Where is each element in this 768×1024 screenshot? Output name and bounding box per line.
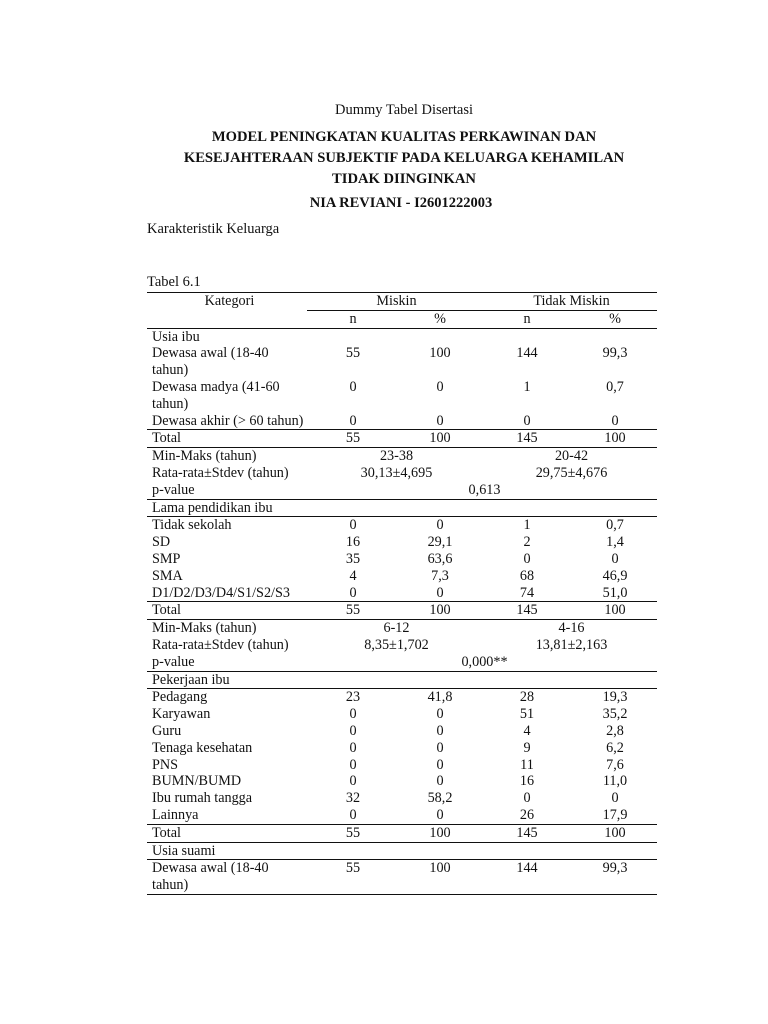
- table-row: [147, 773, 657, 790]
- row-label: BUMN/BUMD: [152, 773, 242, 790]
- row-label: p-value: [152, 481, 195, 498]
- table-row: [147, 585, 657, 602]
- cell-value: 1: [481, 517, 568, 534]
- cell-value: 100: [394, 860, 481, 895]
- row-label: Guru: [152, 722, 182, 739]
- table-row: [147, 807, 657, 824]
- row-label: Rata-rata±Stdev (tahun): [152, 636, 289, 653]
- header-n-miskin: n: [307, 310, 394, 328]
- cell-value: 0: [436, 378, 444, 395]
- row-label: Pedagang: [147, 689, 307, 706]
- cell-value: 0: [611, 412, 619, 429]
- row-label: PNS: [152, 756, 179, 773]
- table-row: [147, 620, 657, 637]
- table-row: [147, 568, 657, 585]
- cell-value: 0: [436, 706, 444, 723]
- cell-value: 100: [394, 602, 481, 620]
- cell-value: 55: [345, 345, 361, 362]
- cell-value: 1: [523, 378, 531, 395]
- header-group-miskin: Miskin: [307, 293, 481, 311]
- cell-value: 144: [516, 345, 538, 362]
- table-row: [147, 706, 657, 723]
- cell-value: 35: [345, 550, 361, 567]
- cell-value: 51,0: [602, 584, 628, 601]
- title-line: KESEJAHTERAAN SUBJEKTIF PADA KELUARGA KEHAMILAN: [183, 150, 625, 166]
- table-row: [147, 345, 657, 379]
- row-label: Dewasa madya (41-60 tahun): [152, 378, 280, 412]
- cell-value: 74: [519, 584, 535, 601]
- cell-value: 32: [345, 790, 361, 807]
- table-row: [147, 602, 657, 620]
- table-row: [147, 740, 657, 757]
- cell-value: 100: [568, 602, 657, 620]
- cell-value: 0: [523, 412, 531, 429]
- row-label: Rata-rata±Stdev (tahun): [152, 464, 289, 481]
- row-label: Tenaga kesehatan: [152, 739, 253, 756]
- cell-value: 0: [349, 739, 357, 756]
- cell-value: 0,7: [606, 378, 624, 395]
- cell-value: 0: [436, 806, 444, 823]
- cell-value: 16: [519, 773, 535, 790]
- cell-value: 28: [481, 689, 568, 706]
- row-label: SMP: [152, 550, 181, 567]
- row-label: Total: [147, 824, 307, 842]
- row-label: SMA: [152, 567, 183, 584]
- cell-value: 100: [568, 430, 657, 448]
- cell-value: 46,9: [602, 567, 628, 584]
- cell-value: 0: [436, 722, 444, 739]
- cell-value: 0: [349, 806, 357, 823]
- cell-value: 0: [349, 706, 357, 723]
- table-row: [147, 723, 657, 740]
- cell-value: 4: [349, 567, 357, 584]
- cell-value: 29,1: [427, 534, 453, 551]
- cell-value: 55: [307, 860, 394, 895]
- cell-value: 0: [307, 517, 394, 534]
- cell-value: 2: [523, 534, 531, 551]
- cell-value: 0: [523, 550, 531, 567]
- table-row: [147, 689, 657, 706]
- section-label: Karakteristik Keluarga: [147, 221, 280, 237]
- table-row: [147, 860, 657, 895]
- cell-value: 0: [349, 756, 357, 773]
- cell-value: 8,35±1,702: [364, 636, 429, 653]
- table-row: [147, 654, 657, 671]
- table-row: [147, 757, 657, 774]
- table-row: [147, 430, 657, 448]
- cell-value: 145: [481, 824, 568, 842]
- table-row: [147, 637, 657, 654]
- row-label: Lainnya: [152, 806, 199, 823]
- cell-value: 0: [349, 378, 357, 395]
- cell-value: 13,81±2,163: [535, 636, 608, 653]
- table-row: [147, 465, 657, 482]
- row-label: Dewasa akhir (> 60 tahun): [152, 412, 304, 429]
- title-line: MODEL PENINGKATAN KUALITAS PERKAWINAN DAN: [211, 129, 597, 145]
- cell-value: 0: [611, 550, 619, 567]
- header-pct-tidak-miskin: %: [568, 310, 657, 328]
- cell-value: 58,2: [427, 790, 453, 807]
- cell-value: 0: [349, 412, 357, 429]
- table-header-row: [147, 293, 657, 311]
- table-row: [147, 534, 657, 551]
- cell-value: 0: [349, 584, 357, 601]
- cell-value: 11: [520, 756, 534, 773]
- table-section-row: [147, 671, 657, 689]
- table-row: [147, 517, 657, 534]
- p-value-cell: 0,000**: [461, 653, 508, 670]
- row-label: Usia suami: [147, 842, 657, 860]
- cell-value: 23: [307, 689, 394, 706]
- cell-value: 2,8: [606, 722, 624, 739]
- table-row: [147, 448, 657, 465]
- cell-value: 55: [307, 824, 394, 842]
- author-line: NIA REVIANI - I2601222003: [309, 195, 493, 211]
- row-label: Pekerjaan ibu: [147, 671, 657, 689]
- cell-value: 145: [481, 602, 568, 620]
- cell-value: 51: [519, 706, 535, 723]
- row-label: Dewasa awal (18-40 tahun): [152, 345, 269, 379]
- row-label: D1/D2/D3/D4/S1/S2/S3: [152, 584, 290, 601]
- row-label: Ibu rumah tangga: [152, 790, 253, 807]
- cell-value: 0: [349, 773, 357, 790]
- row-label: Total: [147, 430, 307, 448]
- cell-value: 7,6: [606, 756, 624, 773]
- table-caption: Tabel 6.1: [147, 274, 201, 290]
- cell-value: 100: [568, 824, 657, 842]
- cell-value: 35,2: [602, 706, 628, 723]
- cell-value: 0: [349, 722, 357, 739]
- row-label: Min-Maks (tahun): [147, 448, 307, 465]
- cell-value: 68: [519, 567, 535, 584]
- row-label: p-value: [152, 653, 195, 670]
- row-label: SD: [152, 534, 171, 551]
- cell-value: 144: [481, 860, 568, 895]
- cell-value: 0: [436, 412, 444, 429]
- document-subtitle: Dummy Tabel Disertasi: [334, 102, 474, 118]
- cell-value: 0: [436, 773, 444, 790]
- cell-value: 0: [436, 756, 444, 773]
- cell-value: 0: [436, 584, 444, 601]
- cell-value: 17,9: [602, 806, 628, 823]
- table-row: [147, 413, 657, 430]
- cell-value: 30,13±4,695: [360, 464, 433, 481]
- header-kategori: Kategori: [147, 293, 307, 329]
- cell-value: 29,75±4,676: [535, 464, 608, 481]
- table-section-row: [147, 842, 657, 860]
- cell-value: 55: [307, 602, 394, 620]
- cell-value: 6,2: [606, 739, 624, 756]
- cell-value: 9: [523, 739, 531, 756]
- cell-value: 4-16: [481, 620, 657, 637]
- cell-value: 145: [481, 430, 568, 448]
- table-body: [147, 328, 657, 894]
- table-row: [147, 482, 657, 499]
- document-title: [0, 127, 768, 190]
- cell-value: 0: [523, 790, 531, 807]
- header-n-tidak-miskin: n: [481, 310, 568, 328]
- table-row: [147, 551, 657, 568]
- cell-value: 0: [436, 739, 444, 756]
- row-label: Tidak sekolah: [147, 517, 307, 534]
- row-label: Usia ibu: [152, 328, 200, 345]
- cell-value: 0: [611, 790, 619, 807]
- table-section-row: [147, 328, 657, 345]
- table-row: [147, 824, 657, 842]
- title-line: TIDAK DIINGINKAN: [332, 171, 476, 187]
- cell-value: 1,4: [606, 534, 624, 551]
- cell-value: 20-42: [481, 448, 657, 465]
- cell-value: 16: [345, 534, 361, 551]
- table-row: [147, 790, 657, 807]
- cell-value: 99,3: [602, 345, 628, 362]
- cell-value: 26: [519, 806, 535, 823]
- row-label: Lama pendidikan ibu: [147, 499, 657, 517]
- cell-value: 99,3: [568, 860, 657, 895]
- cell-value: 6-12: [307, 620, 481, 637]
- cell-value: 11,0: [602, 773, 628, 790]
- cell-value: 23-38: [307, 448, 481, 465]
- characteristics-table: [147, 292, 657, 895]
- table-row: [147, 379, 657, 413]
- table-section-row: [147, 499, 657, 517]
- cell-value: 7,3: [431, 567, 449, 584]
- cell-value: 41,8: [394, 689, 481, 706]
- cell-value: 100: [394, 430, 481, 448]
- p-value-cell: 0,613: [468, 481, 501, 498]
- cell-value: 0,7: [568, 517, 657, 534]
- row-label: Dewasa awal (18-40 tahun): [147, 860, 307, 895]
- row-label: Min-Maks (tahun): [147, 620, 307, 637]
- cell-value: 63,6: [427, 550, 453, 567]
- cell-value: 100: [429, 345, 451, 362]
- cell-value: 4: [523, 722, 531, 739]
- row-label: Total: [147, 602, 307, 620]
- cell-value: 19,3: [568, 689, 657, 706]
- cell-value: 0: [394, 517, 481, 534]
- cell-value: 100: [394, 824, 481, 842]
- header-pct-miskin: %: [394, 310, 481, 328]
- header-group-tidak-miskin: Tidak Miskin: [481, 293, 657, 311]
- cell-value: 55: [307, 430, 394, 448]
- row-label: Karyawan: [152, 706, 211, 723]
